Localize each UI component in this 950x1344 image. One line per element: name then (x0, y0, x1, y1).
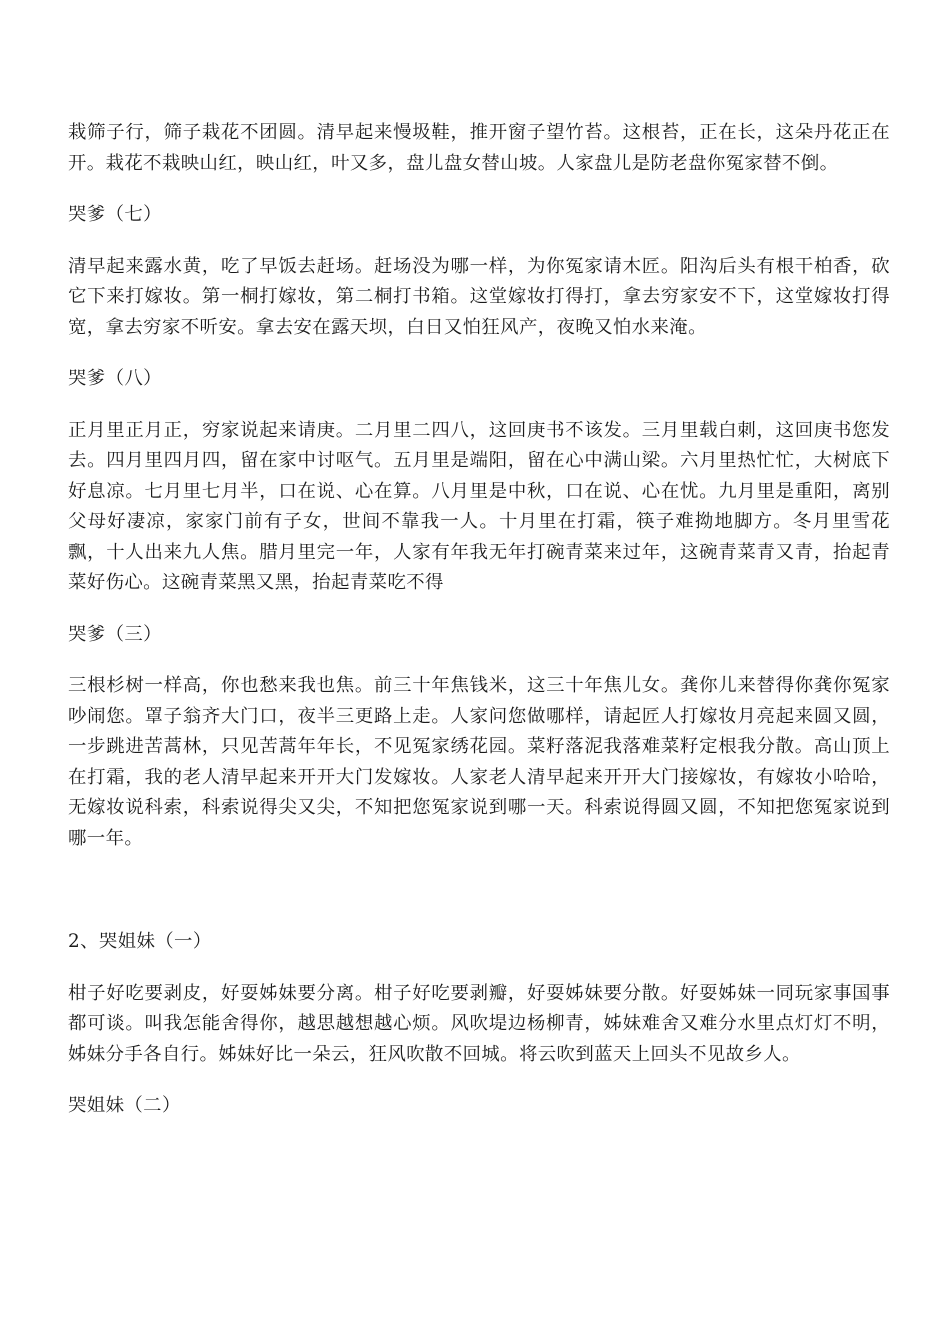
section-heading-ku-jie-mei-1: 2、哭姐妹（一） (68, 931, 212, 952)
paragraph-ku-jie-mei-1: 柑子好吃要剥皮，好耍姊妹要分离。柑子好吃要剥瓣，好耍姊妹要分散。好耍姊妹一同玩家事国事都可谈。叫我怎能舍得你，越思越想越心烦。风吹堤边杨柳青，姊妹难舍又难分水里点灯灯不明，姊妹分手各自行。姊妹好比一朵云，狂风吹散不回城。将云吹到蓝天上回头不见故乡人。 (68, 982, 890, 1065)
section-spacer (68, 875, 890, 927)
section-heading-ku-die-7: 哭爹（七） (68, 204, 162, 225)
paragraph-1: 栽筛子行，筛子栽花不团圆。清早起来慢圾鞋，推开窗子望竹苔。这根苔，正在长，这朵丹花正在开。栽花不栽映山红，映山红，叶又多，盘儿盘女替山坡。人家盘儿是防老盘你冤家替不倒。 (68, 122, 890, 174)
section-heading-ku-die-8: 哭爹（八） (68, 368, 162, 389)
document-page (68, 118, 890, 1143)
paragraph-ku-die-8: 正月里正月正，穷家说起来请庚。二月里二四八，这回庚书不该发。三月里载白刺，这回庚书您发去。四月里四月四，留在家中讨呕气。五月里是端阳，留在心中满山梁。六月里热忙忙，大树底下好息凉。七月里七月半，口在说、心在算。八月里是中秋，口在说、心在忧。九月里是重阳，离别父母好凄凉，家家门前有子女，世间不靠我一人。十月里在打霜，筷子难拗地脚方。冬月里雪花飘，十人出来九人焦。腊月里完一年，人家有年我无年打碗青菜来过年，这碗青菜青又青，抬起青菜好伤心。这碗青菜黑又黑，抬起青菜吃不得 (68, 419, 890, 593)
section-heading-ku-die-3: 哭爹（三） (68, 623, 162, 645)
section-heading-ku-jie-mei-2: 哭姐妹（二） (68, 1095, 181, 1116)
paragraph-ku-die-3: 三根杉树一样高，你也愁来我也焦。前三十年焦钱米，这三十年焦儿女。龚你儿来替得你龚你冤家吵闹您。罩子翁齐大门口，夜半三更路上走。人家问您做哪样，请起匠人打嫁妆月亮起来圆又圆，一步跳进苦蒿林，只见苦蒿年年长，不见冤家绣花园。菜籽落泥我落难菜籽定根我分散。高山顶上在打霜，我的老人清早起来开开大门发嫁妆。人家老人清早起来开开大门接嫁妆，有嫁妆小哈哈，无嫁妆说科索，科索说得尖又尖，不知把您冤家说到哪一天。科索说得圆又圆，不知把您冤家说到哪一年。 (68, 675, 890, 849)
paragraph-ku-die-7: 清早起来露水黄，吃了早饭去赶场。赶场没为哪一样，为你冤家请木匠。阳沟后头有根干柏香，砍它下来打嫁妆。第一桐打嫁妆，第二桐打书箱。这堂嫁妆打得打，拿去穷家安不下，这堂嫁妆打得宽，拿去穷家不听安。拿去安在露天坝，白日又怕狂风产，夜晚又怕水来淹。 (68, 255, 890, 338)
